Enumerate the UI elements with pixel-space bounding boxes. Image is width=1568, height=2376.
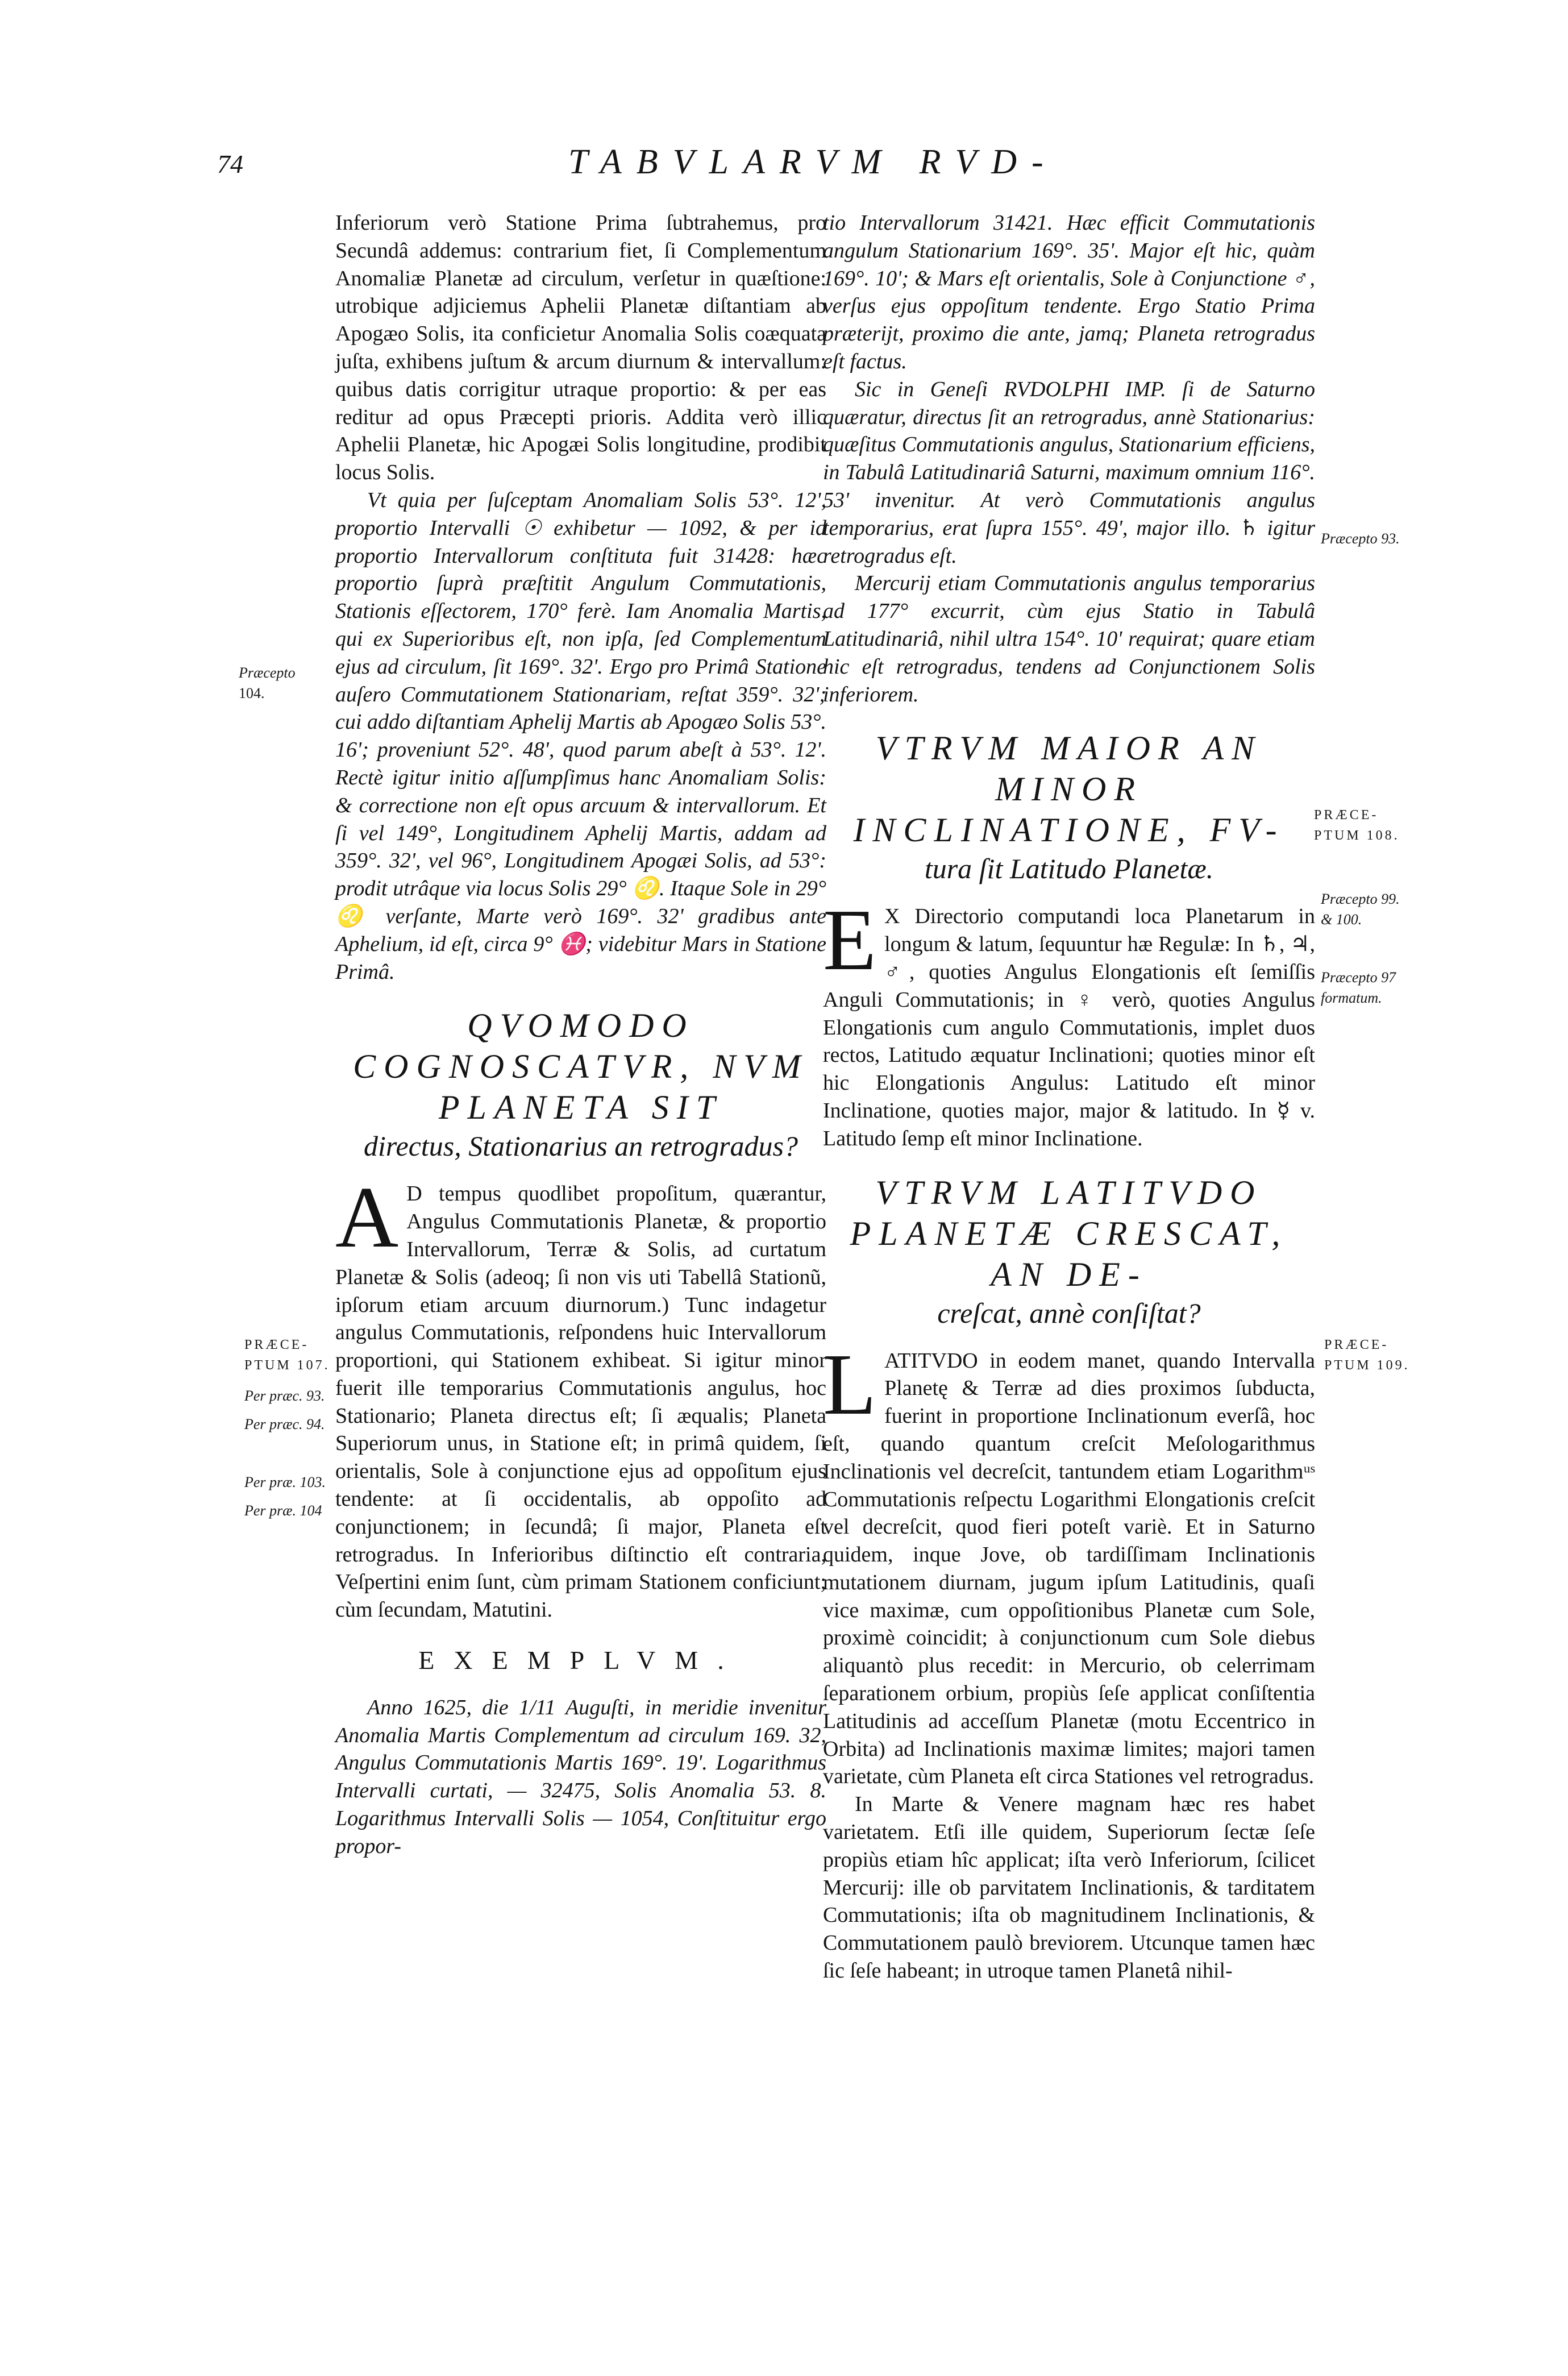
heading-caps: VTRVM LATITVDO PLANETÆ CRESCAT, AN DE- bbox=[850, 1173, 1288, 1293]
margin-note-line: Præcepto 99. bbox=[1321, 891, 1400, 907]
heading-caps: VTRVM MAIOR AN MINOR INCLINATIONE, FV- bbox=[853, 729, 1285, 849]
left-column bbox=[335, 209, 826, 1860]
margin-note-line: PTUM 109. bbox=[1324, 1358, 1410, 1373]
section-heading bbox=[823, 728, 1315, 887]
margin-note: Per præ. 103. bbox=[244, 1474, 326, 1490]
margin-note: Per præc. 94. bbox=[244, 1416, 325, 1432]
margin-note: Per præc. 93. bbox=[244, 1388, 325, 1404]
margin-note-line: PRÆCE- bbox=[1324, 1337, 1389, 1352]
drop-capital: L bbox=[823, 1336, 877, 1433]
section-heading bbox=[335, 1005, 826, 1164]
margin-note-line: 104. bbox=[239, 685, 265, 701]
example-paragraph: Mercurij etiam Commutationis angulus temporarius ad 177° excurrit, cùm ejus Statio in Tabulâ Latitudinariâ, nihil ultra 154°. 10' requirat; quare etiam hic eſt retrogradus, tendens ad Conjunctionem Solis inferiorem. bbox=[823, 571, 1315, 707]
margin-note bbox=[1321, 967, 1396, 1008]
margin-note-line: Præcepto bbox=[239, 664, 296, 681]
drop-capital: E bbox=[823, 892, 877, 989]
heading-mixed: creſcat, annè conſiſtat? bbox=[937, 1297, 1201, 1329]
paragraph bbox=[335, 1169, 826, 1624]
paragraph-text: X Directorio computandi loca Planetarum in longum & latum, ſequuntur hæ Regulæ: In ♄, ♃, ♂, quoties Angulus Elongationis eſt ſemiſſis Anguli Commutationis; in ♀ verò, quoties Angulus Elongationis cum angulo Commutationis, implet duos rectos, Latitudo æquatur Inclinationi; quoties minor eſt hic Elongationis Angulus: Latitudo eſt minor Inclinatione, quoties major, major & latitudo. In ☿ v. Latitudo ſemp eſt minor Inclinatione. bbox=[823, 904, 1315, 1150]
paragraph-text: D tempus quodlibet propoſitum, quærantur, Angulus Commutationis Planetæ, & proportio Intervallorum, Terræ & Solis, ad curtatum Planetæ & Solis (adeoq; ſi non vis uti Tabellâ Stationũ, ipſorum etiam arcuum diurnorum.) Tunc indagetur angulus Commutationis, reſpondens huic Intervallorum proportioni, qui Stationem exhibeat. Si igitur minor fuerit ille temporarius Commutationis angulus, hoc Stationario; Planeta directus eſt; ſi æqualis; Planeta Superiorum unus, in Statione eſt; in primâ quidem, ſi orientalis, Sole à conjunctione ejus ad oppoſitum ejus tendente: at ſi occidentalis, ab oppoſito ad conjunctionem; in ſecundâ; ſi major, Planeta eſt retrogradus. In Inferioribus diſtinctio eſt contraria, Veſpertini enim ſunt, cùm primam Stationem conficiunt; cùm ſecundam, Matutini. bbox=[335, 1182, 826, 1622]
paragraph: In Marte & Venere magnam hæc res habet varietatem. Etſi ille quidem, Superiorum ſectæ ſeſe propiùs etiam hîc applicat; iſta verò Inferiorum, ſcilicet Mercurij: ille ob parvitatem Inclinationis, & tarditatem Commutationis; iſta ob magnitudinem Inclinationis, & Commutationem paulò breviorem. Utcunque tamen hæc ſic ſeſe habeant; in utroque tamen Planetâ nihil- bbox=[823, 1792, 1315, 1983]
heading-mixed: tura ſit Latitudo Planetæ. bbox=[924, 853, 1214, 885]
section-heading bbox=[823, 1172, 1315, 1331]
example-paragraph: Vt quia per ſuſceptam Anomaliam Solis 53°. 12', proportio Intervalli ☉ exhibetur — 1092, & per id proportio Intervallorum conſtituta fuit 31428: hæc proportio ſuprà præſtitit Angulum Commutationis, Stationis eſſectorem, 170° ferè. Iam Anomalia Martis, qui ex Superioribus eſt, non ipſa, ſed Complementum ejus ad circulum, ſit 169°. 32'. Ergo pro Primâ Statione auſero Commutationem Stationariam, reſtat 359°. 32'; cui addo diſtantiam Aphelij Martis ab Apogæo Solis 53°. 16'; proveniunt 52°. 48', quod parum abeſt à 53°. 12'. Rectè igitur initio aſſumpſimus hanc Anomaliam Solis: & correctione non eſt opus arcuum & intervallorum. Et ſi vel 149°, Longitudinem Aphelij Martis, addam ad 359°. 32', vel 96°, Longitudinem Apogæi Solis, ad 53°: prodit utrâque via locus Solis 29° ♌. Itaque Sole in 29° ♌ verſante, Marte verò 169°. 32' gradibus ante Aphelium, id eſt, circa 9° ♓; videbitur Mars in Statione Primâ. bbox=[335, 488, 826, 984]
right-column bbox=[823, 209, 1315, 1985]
margin-note-line: PRÆCE- bbox=[244, 1337, 309, 1352]
margin-note-line: PTUM 108. bbox=[1314, 828, 1400, 843]
heading-caps: QVOMODO COGNOSCATVR, NVM PLANETA SIT bbox=[353, 1007, 809, 1127]
margin-note-line: formatum. bbox=[1321, 990, 1382, 1006]
margin-note-line: Præcepto 97 bbox=[1321, 969, 1396, 986]
paragraph: Inferiorum verò Statione Prima ſubtrahemus, pro Secundâ addemus: contrarium fiet, ſi Complementum Anomaliæ Planetæ ad circulum, verſetur in quæſtione: utrobique adjiciemus Aphelii Planetæ diſtantiam ab Apogæo Solis, ita conficietur Anomalia Solis coæquata juſta, exhibens juſtum & arcum diurnum & intervallum: quibus datis corrigitur utraque proportio: & per eas reditur ad opus Præcepti prioris. Addita verò illic Aphelii Planetæ, hic Apogæi Solis longitudine, prodibit locus Solis. bbox=[335, 211, 826, 485]
drop-capital: A bbox=[335, 1169, 399, 1266]
example-paragraph: Anno 1625, die 1/11 Auguſti, in meridie invenitur Anomalia Martis Complementum ad circulum 169. 32, Angulus Commutationis Martis 169°. 19'. Logarithmus Intervalli curtati, — 32475, Solis Anomalia 53. 8. Logarithmus Intervalli Solis — 1054, Conſtituitur ergo propor- bbox=[335, 1695, 826, 1858]
running-head: TABVLARVM RVD- bbox=[568, 143, 1058, 181]
margin-note bbox=[239, 663, 296, 704]
margin-note: Præcepto 93. bbox=[1321, 530, 1400, 547]
margin-note bbox=[1314, 805, 1400, 846]
example-paragraph: Sic in Geneſi RVDOLPHI IMP. ſi de Saturno quæratur, directus ſit an retrogradus, annè Stationarius: quæſitus Commutationis angulus, Stationarium efficiens, in Tabulâ Latitudinariâ Saturni, maximum omnium 116°. 53' invenitur. At verò Commutationis angulus temporarius, erat ſupra 155°. 49', major illo. ♄ igitur retrogradus eſt. bbox=[823, 377, 1315, 568]
margin-note bbox=[1321, 889, 1400, 930]
margin-note-line: PTUM 107. bbox=[244, 1358, 330, 1373]
page-number: 74 bbox=[217, 149, 243, 178]
margin-note bbox=[1324, 1335, 1410, 1376]
paragraph bbox=[823, 1336, 1315, 1791]
exemplum-heading: EXEMPLVM. bbox=[418, 1646, 743, 1675]
example-paragraph: tio Intervallorum 31421. Hæc efficit Commutationis angulum Stationarium 169°. 35'. Major eſt hic, quàm 169°. 10'; & Mars eſt orientalis, Sole à Conjunctione ♂, verſus ejus oppoſitum tendente. Ergo Statio Prima præterijt, proximo die ante, jamq; Planeta retrogradus eſt factus. bbox=[823, 211, 1315, 373]
paragraph bbox=[823, 892, 1315, 1152]
paragraph-text: ATITVDO in eodem manet, quando Intervalla Planetę & Terræ ad dies proximos ſubducta, fuerint in proportione Inclinationum everſâ, hoc eſt, quando quantum creſcit Meſologarithmus Inclinationis vel decreſcit, tantundem etiam Logarithmᵘˢ Commutationis reſpectu Logarithmi Elongationis creſcit vel decreſcit, quod fieri poteſt variè. Et in Saturno quidem, inque Jove, ob tardiſſimam Inclinationis mutationem diurnam, jugum ipſum Latitudinis, quaſi vice maximæ, cum oppoſitionibus Planetæ cum Sole, proximè coincidit; à conjunctionum cum Sole diebus aliquantò plus recedit: in Mercurio, ob celerrimam ſeparationem orbium, propiùs ſeſe applicat conſiſtentia Latitudinis ad acceſſum Planetæ (motu Eccentrico in Orbita) ad Inclinationis maximæ limites; majori tamen varietate, cùm Planeta eſt circa Stationes vel retrogradus. bbox=[823, 1348, 1315, 1789]
margin-note bbox=[244, 1335, 330, 1376]
margin-note-line: & 100. bbox=[1321, 911, 1362, 928]
margin-note: Per præ. 104 bbox=[244, 1502, 322, 1519]
heading-mixed: directus, Stationarius an retrogradus? bbox=[364, 1130, 798, 1162]
margin-note-line: PRÆCE- bbox=[1314, 808, 1379, 823]
